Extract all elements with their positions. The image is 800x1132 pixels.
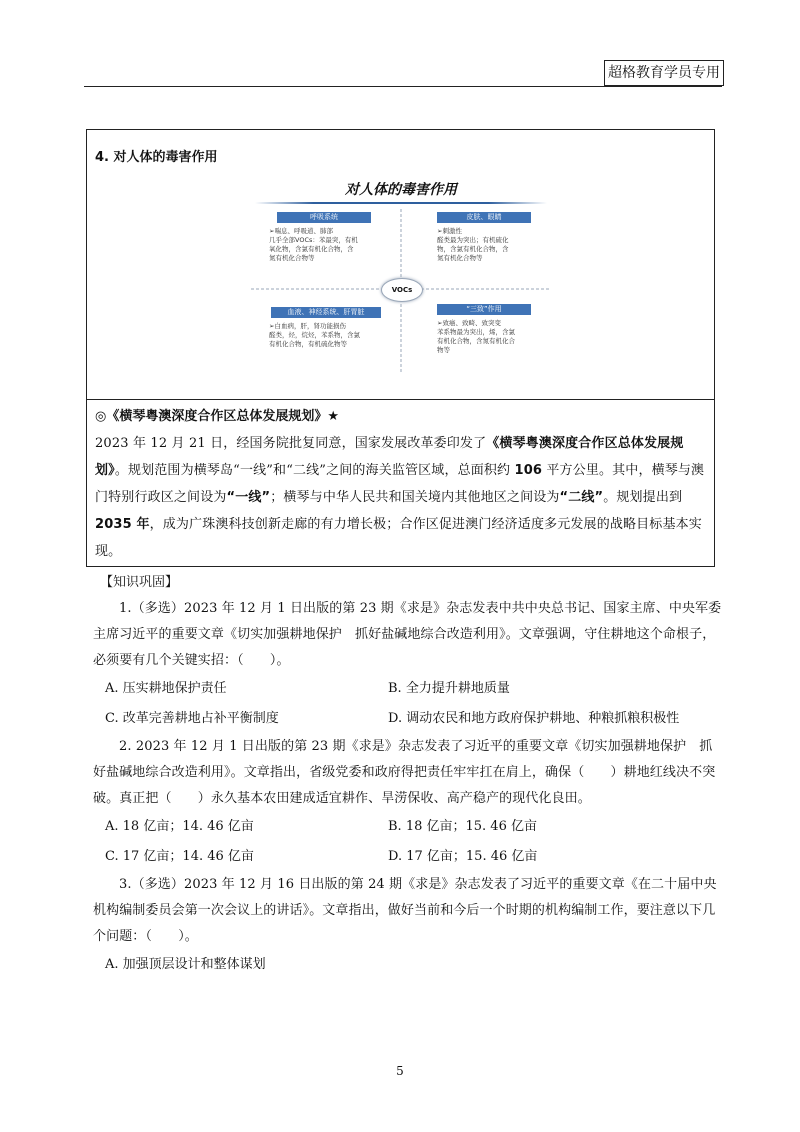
figure-title: 对人体的毒害作用 [345,182,457,198]
question-1-option-b: B. 全力提升耕地质量 [388,681,510,696]
quadrant-three-effects-body: ➢致癌、致畸、致突变 苯系物最为突出，烯，含氯 有机化合物，含氮有机化合 物等 [437,319,515,354]
quadrant-respiratory-body: ➢喘息、呼吸道、肺部 几乎全部VOCs：苯最突，有机 氧化物，含氯有机化合物，含 氮有机化合物等 [269,227,358,262]
question-2-option-b: B. 18 亿亩；15. 46 亿亩 [388,819,537,834]
quadrant-blood-nerve-heading: 血液、神经系统、肝胃脏 [271,307,381,318]
plan-title: ◎《横琴粤澳深度合作区总体发展规划》★ [95,409,339,424]
quadrant-respiratory-heading: 呼吸系统 [277,212,371,223]
question-3-option-a: A. 加强顶层设计和整体谋划 [105,957,266,972]
question-2-option-d: D. 17 亿亩；15. 46 亿亩 [388,849,538,864]
toxicity-figure [251,179,551,375]
vocs-center-badge: VOCs [381,278,423,302]
page-number: 5 [396,1064,404,1078]
header-rule [84,86,722,87]
info-box [86,129,715,567]
question-1-option-c: C. 改革完善耕地占补平衡制度 [105,711,279,726]
question-2-option-a: A. 18 亿亩；14. 46 亿亩 [105,819,254,834]
question-2-options [105,812,723,872]
quadrant-three-effects-heading: “三致”作用 [437,304,531,315]
knowledge-title: 【知识巩固】 [100,575,179,590]
quadrant-skin-eyes-heading: 皮肤、眼睛 [437,212,531,223]
question-3: 3.（多选）2023 年 12 月 16 日出版的第 24 期《求是》杂志发表了习近平的重要文章《在二十届中央机构编制委员会第一次会议上的讲话》。文章指出，做好当前和今后一个时期的机构编制工作，要注意以下几个问题：（ ）。 [93,877,717,944]
question-1-option-a: A. 压实耕地保护责任 [105,681,227,696]
question-1-option-d: D. 调动农民和地方政府保护耕地、种粮抓粮积极性 [388,711,680,726]
question-3-options [105,950,723,980]
section-4-title: 4. 对人体的毒害作用 [95,150,218,165]
question-1: 1.（多选）2023 年 12 月 1 日出版的第 23 期《求是》杂志发表中共中央总书记、国家主席、中央军委主席习近平的重要文章《切实加强耕地保护 抓好盐碱地综合改造利用》。文章强调，守住耕地这个命根子，必须要有几个关键实招：（ ）。 [93,601,722,668]
plan-section [95,406,707,565]
plan-paragraph: 2023 年 12 月 21 日，经国务院批复同意，国家发展改革委印发了《横琴粤澳深度合作区总体发展规划》。规划范围为横琴岛“一线”和“二线”之间的海关监管区域，总面积约 106 平方公里。其中，横琴与澳门特别行政区之间设为“一线”；横琴与中华人民共和国关境内其他地区之间设为“二线”。规划提出到2035 年，成为广珠澳科技创新走廊的有力增长极；合作区促进澳门经济适度多元发展的战略目标基本实现。 [95,436,705,559]
header-badge: 超格教育学员专用 [604,60,724,86]
knowledge-section [95,570,723,980]
quadrant-blood-nerve-body: ➢白血病，肝，肾功能损伤 醛类，烃，烷烃，苯系物，含氯 有机化合物，有机硫化物等 [269,322,360,348]
box-divider [87,399,714,400]
question-1-options [105,674,723,734]
quadrant-skin-eyes-body: ➢刺激性 醛类最为突出；有机硫化 物，含氯有机化合物，含 氮有机化合物等 [437,227,509,262]
question-2-option-c: C. 17 亿亩；14. 46 亿亩 [105,849,254,864]
question-2: 2. 2023 年 12 月 1 日出版的第 23 期《求是》杂志发表了习近平的重要文章《切实加强耕地保护 抓好盐碱地综合改造利用》。文章指出，省级党委和政府得把责任牢牢扛在肩上，确保（ ）耕地红线决不突破。真正把（ ）永久基本农田建成适宜耕作、旱涝保收、高产稳产的现代化良田。 [93,739,716,806]
